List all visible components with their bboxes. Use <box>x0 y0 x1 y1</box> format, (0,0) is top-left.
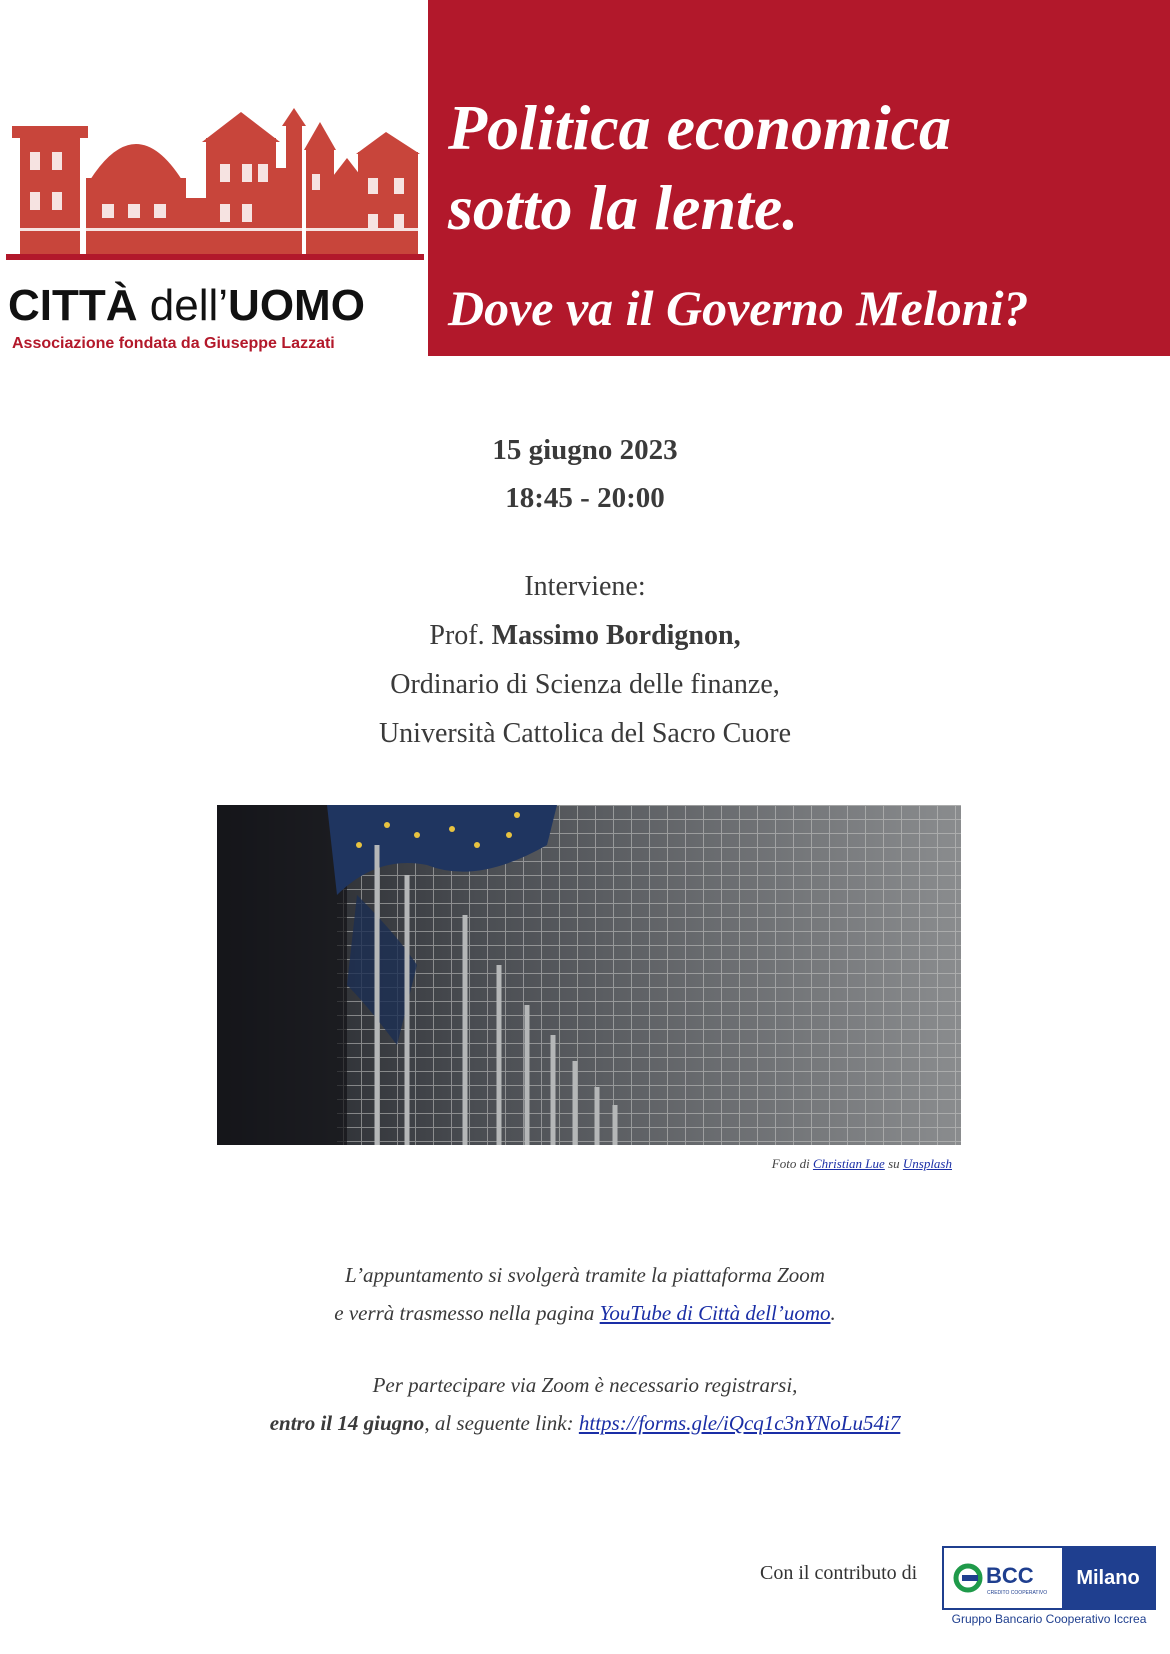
sponsor-name: BCC <box>986 1563 1034 1588</box>
registration-link[interactable]: https://forms.gle/iQcq1c3nYNoLu54i7 <box>578 1411 901 1435</box>
event-date: 15 giugno 2023 <box>492 434 678 466</box>
eu-flags-photo <box>217 805 961 1145</box>
youtube-suffix: . <box>830 1301 836 1325</box>
registration-link-line <box>0 1404 1170 1442</box>
photo-credit <box>772 1156 952 1172</box>
speaker-name-line <box>0 611 1170 660</box>
registration-info <box>0 1366 1170 1442</box>
association-logo <box>0 0 428 358</box>
event-subtitle: Dove va il Governo Meloni? <box>448 280 1029 336</box>
speaker-intro: Interviene: <box>524 571 646 602</box>
logo-subtitle: Associazione fondata da Giuseppe Lazzati <box>12 335 335 352</box>
zoom-info-line: L’appuntamento si svolgerà tramite la piattaforma Zoom <box>345 1263 825 1287</box>
sponsor-city: Milano <box>1062 1548 1154 1608</box>
contribution-label: Con il contributo di <box>760 1562 918 1584</box>
registration-mid: , al seguente link: <box>424 1411 579 1435</box>
youtube-link[interactable]: YouTube di Città dell’uomo <box>599 1301 831 1325</box>
title-banner <box>428 0 1170 356</box>
registration-line: Per partecipare via Zoom è necessario registrarsi, <box>372 1373 798 1397</box>
credit-prefix: Foto di <box>771 1156 813 1171</box>
speaker-title: Prof. <box>429 620 492 651</box>
event-datetime <box>0 426 1170 522</box>
event-title <box>448 88 1168 248</box>
title-line-1: Politica economica <box>448 92 951 163</box>
bcc-logo-icon <box>952 1556 1060 1600</box>
photographer-link[interactable]: Christian Lue <box>812 1156 885 1171</box>
logo-wordmark: CITTÀ dell’UOMO <box>8 281 365 330</box>
title-line-2: sotto la lente. <box>448 172 799 243</box>
city-skyline-logo <box>6 108 424 276</box>
credit-mid: su <box>884 1156 903 1171</box>
speaker-block <box>0 562 1170 758</box>
speaker-name: Massimo Bordignon, <box>491 620 741 651</box>
sponsor-group: Gruppo Bancario Cooperativo Iccrea <box>951 1612 1147 1626</box>
streaming-info <box>0 1256 1170 1332</box>
speaker-affiliation: Università Cattolica del Sacro Cuore <box>378 718 792 749</box>
youtube-prefix: e verrà trasmesso nella pagina <box>334 1301 600 1325</box>
registration-deadline: entro il 14 giugno <box>269 1411 425 1435</box>
sponsor-logo <box>942 1546 1156 1610</box>
event-time: 18:45 - 20:00 <box>505 482 665 514</box>
sponsor-tagline: CREDITO COOPERATIVO <box>987 1590 1048 1596</box>
unsplash-link[interactable]: Unsplash <box>902 1156 952 1171</box>
youtube-info-line <box>0 1294 1170 1332</box>
speaker-role: Ordinario di Scienza delle finanze, <box>390 669 780 700</box>
